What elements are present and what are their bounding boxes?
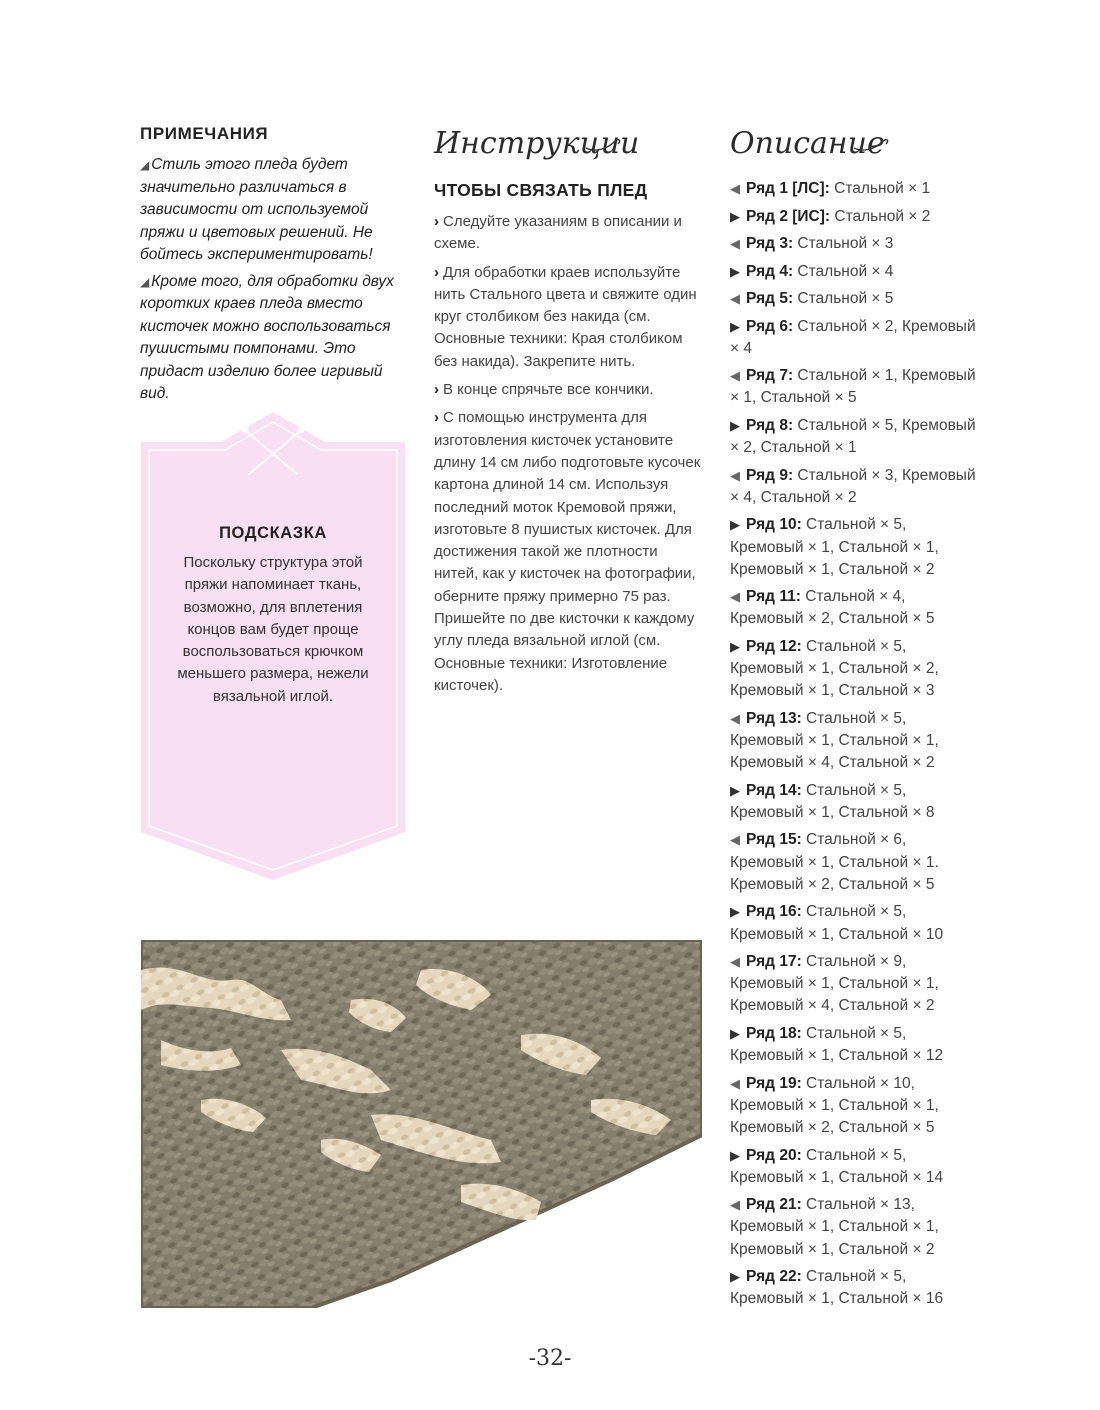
notes-title: ПРИМЕЧАНИЯ <box>140 124 269 143</box>
instruction-text: В конце спрячьте все кончики. <box>443 381 654 399</box>
instruction-paragraph <box>434 379 702 401</box>
row-text: Стальной × 5, Кремовый × 1, Стальной × 12 <box>730 1024 944 1065</box>
row-label: Ряд 14: <box>746 781 802 799</box>
row-text: Стальной × 10, Кремовый × 1, Стальной × 1, Кремовый × 2, Стальной × 5 <box>730 1074 939 1137</box>
direction-arrow-icon: ▶ <box>730 263 740 279</box>
blanket-photo <box>141 940 702 1308</box>
row-item <box>730 1145 980 1189</box>
instruction-text: С помощью инструмента для изготовления кисточек установите длину 14 см либо подготовьте кусочек картона длиной 14 см. Используя последний моток Кремовой пряжи, изготовьте 8 пушистых кисточек. Для достижения такой же плотности нитей, как у кисточек на фотографии, оберните пряжу примерно 75 раз. Пришейте по две кисточки к каждому углу пледа вязальной иглой (см. Основные техники: Изготовление кисточек). <box>434 409 701 694</box>
chevron-right-icon: › <box>434 381 439 399</box>
note-item <box>140 271 410 406</box>
instructions-section <box>434 124 702 703</box>
row-text: Стальной × 9, Кремовый × 1, Стальной × 1, Кремовый × 4, Стальной × 2 <box>730 953 939 1015</box>
row-item <box>730 1073 980 1140</box>
hint-title: ПОДСКАЗКА <box>219 524 327 542</box>
row-item <box>730 636 980 703</box>
instruction-paragraph <box>434 211 702 256</box>
row-label: Ряд 11: <box>746 588 801 606</box>
row-item <box>730 365 980 409</box>
row-label: Ряд 1 [ЛС]: <box>746 180 830 197</box>
direction-arrow-icon: ▶ <box>730 1269 740 1285</box>
instruction-text: Для обработки краев используйте нить Стального цвета и свяжите один круг столбиком без накида (см. Основные техники: Края столбиком без накида). Закрепите нить. <box>434 263 697 370</box>
flourish-icon <box>584 134 624 154</box>
hint-box <box>141 412 405 880</box>
chevron-right-icon: › <box>434 213 439 230</box>
direction-arrow-icon: ▶ <box>730 904 740 920</box>
description-section <box>730 124 980 1316</box>
instructions-heading-text: Инструкции <box>434 126 640 161</box>
row-text: Стальной × 4 <box>797 262 894 280</box>
row-item <box>730 1194 980 1261</box>
row-label: Ряд 22: <box>746 1268 802 1286</box>
direction-arrow-icon: ◀ <box>730 832 740 848</box>
row-item <box>730 206 980 228</box>
row-item <box>730 780 980 824</box>
direction-arrow-icon: ◀ <box>730 710 740 726</box>
row-label: Ряд 7: <box>746 367 794 385</box>
row-text: Стальной × 3, Кремовый × 4, Стальной × 2 <box>730 466 976 506</box>
direction-arrow-icon: ◀ <box>730 589 740 605</box>
direction-arrow-icon: ▶ <box>730 208 740 224</box>
row-text: Стальной × 5, Кремовый × 1, Стальной × 14 <box>730 1146 944 1186</box>
flourish-icon <box>852 134 892 154</box>
row-label: Ряд 6: <box>746 317 794 335</box>
row-label: Ряд 19: <box>746 1074 802 1092</box>
description-heading <box>730 124 980 170</box>
triangle-icon: ◢ <box>140 274 150 289</box>
row-text: Стальной × 2 <box>834 207 931 225</box>
triangle-icon: ◢ <box>140 158 150 172</box>
row-label: Ряд 10: <box>746 516 802 534</box>
direction-arrow-icon: ▶ <box>730 782 740 798</box>
row-label: Ряд 13: <box>746 709 802 727</box>
row-list <box>730 178 980 1311</box>
note-item <box>140 154 410 267</box>
notes-section <box>140 124 410 410</box>
row-item <box>730 178 980 200</box>
row-text: Стальной × 6, Кремовый × 1, Стальной × 1. Кремовый × 2, Стальной × 5 <box>730 831 939 893</box>
note-text: Кроме того, для обработки двух коротких краев пледа вместо кисточек можно воспользоваться пушистыми помпонами. Это придаст изделию более игривый вид. <box>140 272 394 402</box>
row-item <box>730 1266 980 1310</box>
row-item <box>730 288 980 310</box>
row-text: Стальной × 5, Кремовый × 1, Стальной × 10 <box>730 903 944 943</box>
row-label: Ряд 5: <box>746 290 794 307</box>
hint-text: Поскольку структура этой пряжи напоминает ткань, возможно, для вплетения концов вам будет проще воспользоваться крючком меньшего размера, нежели вязальной иглой. <box>177 554 369 705</box>
direction-arrow-icon: ▶ <box>730 417 740 433</box>
instruction-paragraph <box>434 407 702 697</box>
instruction-paragraph <box>434 262 702 373</box>
row-item <box>730 829 980 896</box>
direction-arrow-icon: ◀ <box>730 467 740 483</box>
chevron-right-icon: › <box>434 263 439 281</box>
instructions-heading <box>434 124 702 170</box>
chevron-right-icon: › <box>434 409 439 427</box>
row-text: Стальной × 5, Кремовый × 1, Стальной × 2, Кремовый × 1, Стальной × 3 <box>730 637 939 700</box>
row-label: Ряд 20: <box>746 1146 802 1164</box>
row-item <box>730 316 980 360</box>
direction-arrow-icon: ◀ <box>730 291 740 306</box>
direction-arrow-icon: ▶ <box>730 517 740 533</box>
row-label: Ряд 17: <box>746 953 802 971</box>
row-item <box>730 586 980 630</box>
direction-arrow-icon: ◀ <box>730 1197 740 1213</box>
row-text: Стальной × 1 <box>834 180 931 197</box>
row-text: Стальной × 5, Кремовый × 2, Стальной × 1 <box>730 416 976 457</box>
direction-arrow-icon: ▶ <box>730 1025 740 1041</box>
row-text: Стальной × 5, Кремовый × 1, Стальной × 16 <box>730 1268 944 1308</box>
row-label: Ряд 8: <box>746 416 794 434</box>
row-text: Стальной × 5, Кремовый × 1, Стальной × 1, Кремовый × 1, Стальной × 2 <box>730 516 939 578</box>
row-item <box>730 415 980 459</box>
row-text: Стальной × 1, Кремовый × 1, Стальной × 5 <box>730 367 976 407</box>
direction-arrow-icon: ◀ <box>730 181 740 196</box>
row-label: Ряд 12: <box>746 637 802 655</box>
row-label: Ряд 9: <box>746 466 794 484</box>
row-item <box>730 514 980 581</box>
row-text: Стальной × 5, Кремовый × 1, Стальной × 8 <box>730 781 935 821</box>
direction-arrow-icon: ◀ <box>730 1075 740 1091</box>
direction-arrow-icon: ▶ <box>730 318 740 334</box>
direction-arrow-icon: ▶ <box>730 1147 740 1163</box>
row-label: Ряд 21: <box>746 1196 802 1214</box>
row-label: Ряд 2 [ИС]: <box>746 207 831 225</box>
row-label: Ряд 16: <box>746 903 802 921</box>
page-number: -32- <box>528 1346 572 1371</box>
row-label: Ряд 18: <box>746 1024 802 1042</box>
row-text: Стальной × 5 <box>797 290 894 307</box>
direction-arrow-icon: ◀ <box>730 954 740 970</box>
row-item <box>730 261 980 283</box>
row-item <box>730 233 980 255</box>
row-label: Ряд 15: <box>746 831 802 849</box>
row-text: Стальной × 13, Кремовый × 1, Стальной × 1, Кремовый × 1, Стальной × 2 <box>730 1196 939 1258</box>
row-item <box>730 951 980 1018</box>
row-item <box>730 708 980 775</box>
description-heading-text: Описание <box>730 126 885 161</box>
direction-arrow-icon: ▶ <box>730 638 740 654</box>
row-label: Ряд 3: <box>746 235 794 252</box>
row-text: Стальной × 3 <box>797 235 894 252</box>
row-text: Стальной × 5, Кремовый × 1, Стальной × 1, Кремовый × 4, Стальной × 2 <box>730 709 939 772</box>
note-text: Стиль этого пледа будет значительно различаться в зависимости от используемой пряжи и цветовых решений. Не бойтесь экспериментировать! <box>140 156 373 263</box>
row-text: Стальной × 2, Кремовый × 4 <box>730 317 976 357</box>
row-label: Ряд 4: <box>746 262 794 280</box>
row-item <box>730 465 980 509</box>
direction-arrow-icon: ◀ <box>730 368 740 384</box>
row-text: Стальной × 4, Кремовый × 2, Стальной × 5 <box>730 588 935 628</box>
direction-arrow-icon: ◀ <box>730 236 740 251</box>
row-item <box>730 901 980 945</box>
instruction-text: Следуйте указаниям в описании и схеме. <box>434 213 682 253</box>
instructions-subheading: ЧТОБЫ СВЯЗАТЬ ПЛЕД <box>434 180 648 200</box>
row-item <box>730 1023 980 1067</box>
